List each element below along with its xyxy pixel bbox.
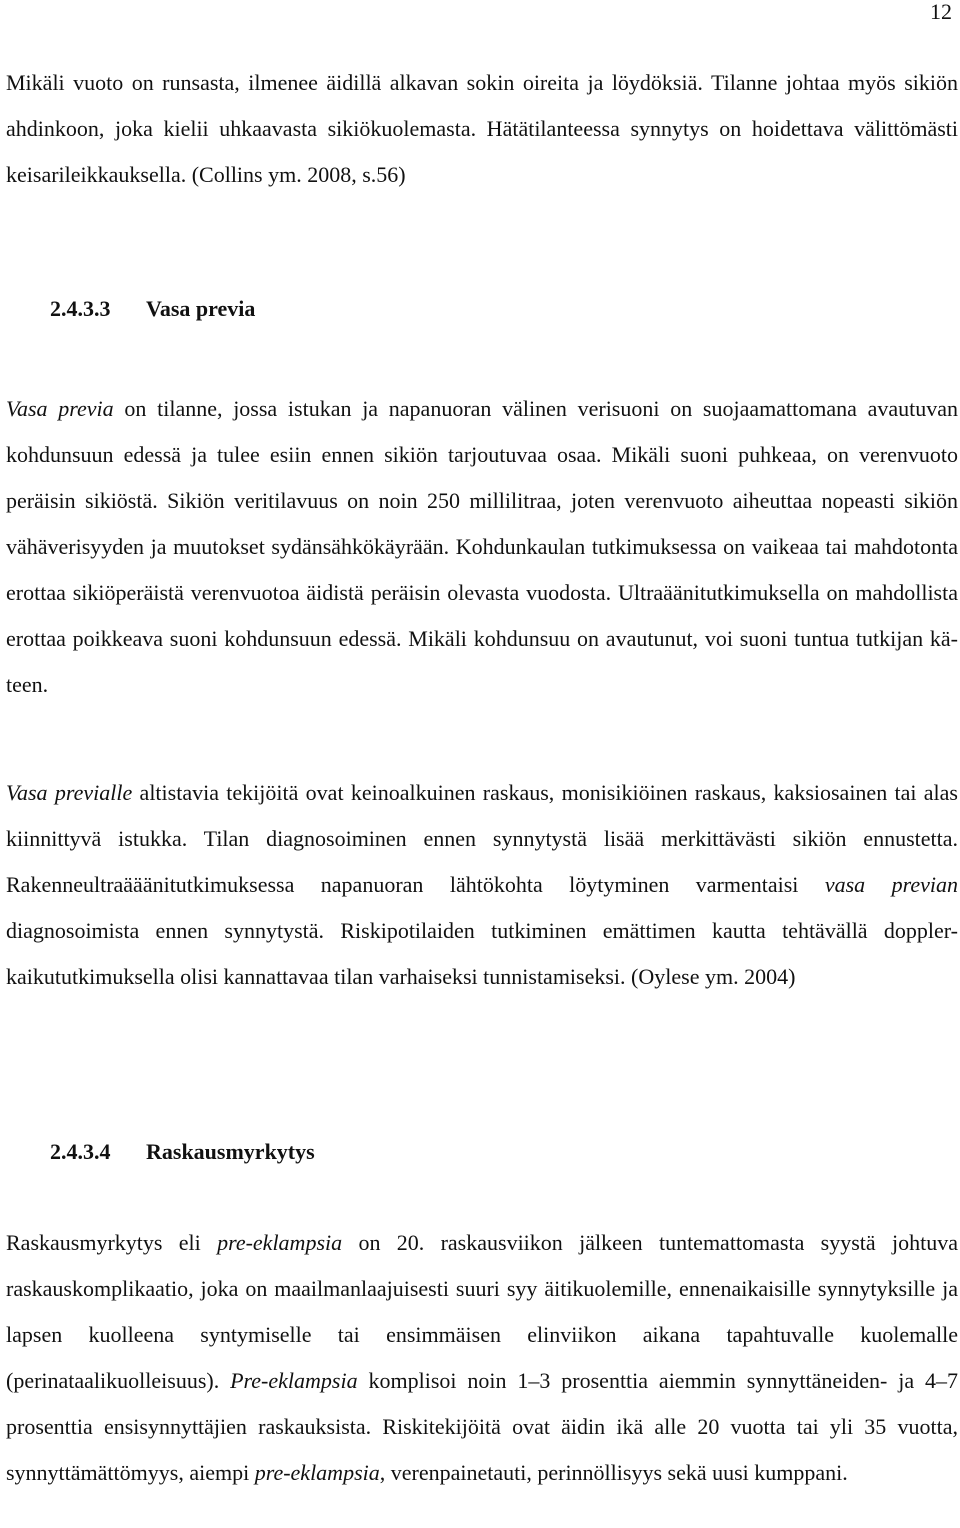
paragraph-pre-eclampsia <box>6 1220 958 1496</box>
paragraph-text: on tilanne, jossa istukan ja napanuoran välinen verisuoni on suojaamattomana avautuvan kohdunsuun edessä ja tulee esiin ennen sikiön tarjoutuvaa osaa. Mikäli suoni puhkeaa, on verenvuoto peräisin sikiöstä. Sikiön veritilavuus on noin 250 millilitraa, joten verenvuoto aiheuttaa nopeasti sikiön vähäverisyyden ja muutokset sydänsähkökäyrään. Kohdunkaulan tutkimuksessa on vaikeaa tai mahdotonta erottaa sikiöperäistä verenvuotoa äidistä peräisin olevasta vuodosta. Ultraäänitutkimuksella on mahdollista erottaa poikkeava suoni kohdunsuun edessä. Mikäli kohdunsuu on avautunut, voi suoni tuntua tutkijan käteen. <box>6 396 958 697</box>
term-vasa-previalle: Vasa previalle <box>6 780 133 805</box>
term-vasa-previan: vasa previan <box>824 872 959 897</box>
heading-number: 2.4.3.4 <box>50 1139 111 1164</box>
paragraph-text-a: Raskausmyrkytys eli <box>6 1230 218 1255</box>
paragraph-text: Mikäli vuoto on runsasta, ilmenee äidillä alkavan sokin oireita ja löydöksiä. Tilanne johtaa myös sikiön ahdinkoon, joka kielii uhkaavasta sikiökuolemasta. Hätätilanteessa synnytys on hoidettava välittömästi keisarileikkauksella. (Collins ym. 2008, s.56) <box>6 70 958 187</box>
paragraph-text-b: on 20. raskausviikon jälkeen tuntemattomasta syystä johtuva raskauskomplikaatio, joka on maailmanlaajuisesti suuri syy äitikuolemille, ennenaikaisille synnytyksille ja lapsen kuolleena syntymiselle tai ensimmäisen elinviikon aikana tapahtuvalle kuolemalle (perinataalikuolleisuus). <box>6 1230 958 1393</box>
term-pre-eklampsia: pre-eklampsia <box>217 1230 343 1255</box>
paragraph-text-a: altistavia tekijöitä ovat keinoalkuinen raskaus, monisikiöinen raskaus, kaksiosainen tai alas kiinnittyvä istukka. Tilan diagnosoiminen ennen synnytystä lisää merkittävästi sikiön ennustetta. Rakenneultraääänitutkimuksessa napanuoran lähtökohta löytyminen varmentaisi <box>6 780 958 897</box>
paragraph-bleeding-shock <box>6 60 958 198</box>
heading-vasa-previa <box>50 296 255 322</box>
term-vasa-previa: Vasa previa <box>6 396 114 421</box>
paragraph-vasa-previa-definition <box>6 386 958 708</box>
paragraph-text-d: , verenpainetauti, perinnöllisyys sekä uusi kumppani. <box>379 1460 848 1485</box>
heading-raskausmyrkytys <box>50 1139 315 1165</box>
heading-title: Raskausmyrkytys <box>146 1139 315 1164</box>
paragraph-text-c: komplisoi noin 1–3 prosenttia aiemmin synnyttäneiden- ja 4–7 prosenttia ensisynnyttäjien raskauksista. Riskitekijöitä ovat äidin ikä alle 20 vuotta tai yli 35 vuotta, synnyttämättömyys, aiempi <box>6 1368 958 1485</box>
paragraph-text-b: diagnosoimista ennen synnytystä. Riskipotilaiden tutkiminen emättimen kautta tehtävällä doppler-kaikututkimuksella olisi kannattavaa tilan varhaiseksi tunnistamiseksi. (Oylese ym. 2004) <box>6 918 958 989</box>
heading-title: Vasa previa <box>146 296 256 321</box>
heading-number: 2.4.3.3 <box>50 296 111 321</box>
paragraph-vasa-previa-risk-factors <box>6 770 958 1000</box>
page-number: 12 <box>930 0 952 24</box>
term-pre-eklampsia-3: pre-eklampsia <box>254 1460 380 1485</box>
term-pre-eklampsia-2: Pre-eklampsia <box>230 1368 358 1393</box>
